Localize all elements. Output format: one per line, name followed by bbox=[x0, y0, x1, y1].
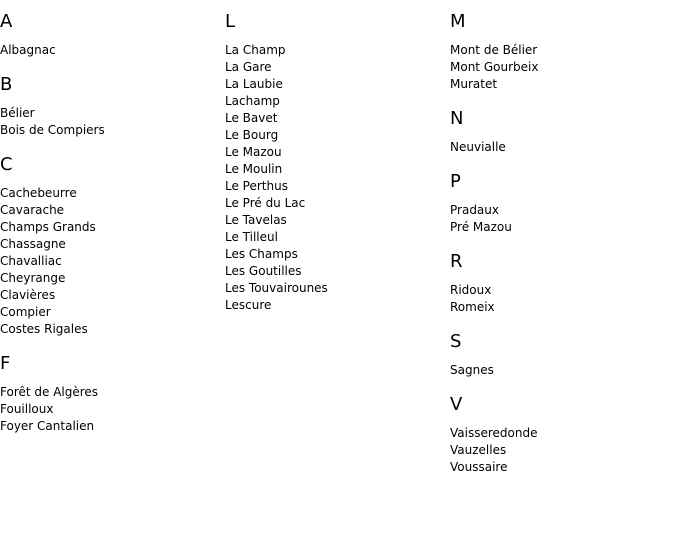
letter-group bbox=[0, 353, 225, 435]
place-name-list bbox=[450, 362, 675, 379]
place-name: Bélier bbox=[0, 106, 35, 120]
place-name: Voussaire bbox=[450, 460, 508, 474]
alphabetical-index bbox=[0, 11, 675, 491]
place-name: Cachebeurre bbox=[0, 186, 77, 200]
place-name-list bbox=[450, 425, 675, 476]
place-name: Pradaux bbox=[450, 203, 499, 217]
letter-group bbox=[225, 11, 450, 314]
place-name: Le Tavelas bbox=[225, 213, 287, 227]
letter-heading: B bbox=[0, 74, 13, 95]
place-name-list bbox=[225, 42, 450, 314]
letter-group bbox=[450, 251, 675, 316]
letter-heading: F bbox=[0, 353, 11, 374]
place-name-list bbox=[450, 282, 675, 316]
place-name: Albagnac bbox=[0, 43, 56, 57]
place-name: Champs Grands bbox=[0, 220, 96, 234]
letter-group bbox=[0, 11, 225, 59]
place-name: Neuvialle bbox=[450, 140, 506, 154]
place-name: La Gare bbox=[225, 60, 272, 74]
letter-heading: R bbox=[450, 251, 463, 272]
place-name: Chassagne bbox=[0, 237, 66, 251]
place-name-list bbox=[0, 185, 225, 338]
place-name: La Laubie bbox=[225, 77, 283, 91]
place-name: Mont de Bélier bbox=[450, 43, 538, 57]
letter-group bbox=[0, 74, 225, 139]
letter-group bbox=[450, 171, 675, 236]
place-name: Sagnes bbox=[450, 363, 494, 377]
place-name: Les Goutilles bbox=[225, 264, 302, 278]
letter-heading: C bbox=[0, 154, 13, 175]
letter-heading: L bbox=[225, 11, 236, 32]
letter-heading: P bbox=[450, 171, 461, 192]
letter-heading: A bbox=[0, 11, 13, 32]
place-name: Le Bourg bbox=[225, 128, 279, 142]
place-name: Ridoux bbox=[450, 283, 492, 297]
place-name: Clavières bbox=[0, 288, 56, 302]
letter-heading: V bbox=[450, 394, 463, 415]
place-name: Chavalliac bbox=[0, 254, 62, 268]
place-name-list bbox=[450, 139, 675, 156]
place-name: Cavarache bbox=[0, 203, 65, 217]
place-name: Forêt de Algères bbox=[0, 385, 99, 399]
place-name-list bbox=[450, 42, 675, 93]
place-name: Le Perthus bbox=[225, 179, 288, 193]
place-name: Cheyrange bbox=[0, 271, 66, 285]
place-name: Foyer Cantalien bbox=[0, 419, 95, 433]
place-name-list bbox=[0, 105, 225, 139]
place-name: La Champ bbox=[225, 43, 286, 57]
place-name: Les Champs bbox=[225, 247, 298, 261]
letter-group bbox=[450, 394, 675, 476]
letter-heading: M bbox=[450, 11, 466, 32]
place-name: Pré Mazou bbox=[450, 220, 512, 234]
place-name: Compier bbox=[0, 305, 51, 319]
place-name: Mont Gourbeix bbox=[450, 60, 539, 74]
place-name: Lachamp bbox=[225, 94, 280, 108]
index-column bbox=[450, 11, 675, 491]
place-name-list bbox=[0, 384, 225, 435]
letter-heading: N bbox=[450, 108, 464, 129]
index-column bbox=[225, 11, 450, 491]
index-column bbox=[0, 11, 225, 491]
place-name: Le Mazou bbox=[225, 145, 282, 159]
place-name: Fouilloux bbox=[0, 402, 54, 416]
letter-group bbox=[450, 108, 675, 156]
place-name: Bois de Compiers bbox=[0, 123, 105, 137]
place-name: Le Bavet bbox=[225, 111, 278, 125]
place-name: Le Tilleul bbox=[225, 230, 278, 244]
place-name: Muratet bbox=[450, 77, 498, 91]
place-name: Les Touvairounes bbox=[225, 281, 328, 295]
place-name: Vaisseredonde bbox=[450, 426, 538, 440]
place-name: Costes Rigales bbox=[0, 322, 88, 336]
place-name-list bbox=[450, 202, 675, 236]
place-name: Vauzelles bbox=[450, 443, 507, 457]
letter-group bbox=[450, 11, 675, 93]
place-name: Romeix bbox=[450, 300, 495, 314]
place-name: Le Pré du Lac bbox=[225, 196, 306, 210]
letter-group bbox=[0, 154, 225, 338]
letter-heading: S bbox=[450, 331, 462, 352]
place-name-list bbox=[0, 42, 225, 59]
place-name: Lescure bbox=[225, 298, 272, 312]
letter-group bbox=[450, 331, 675, 379]
place-name: Le Moulin bbox=[225, 162, 283, 176]
